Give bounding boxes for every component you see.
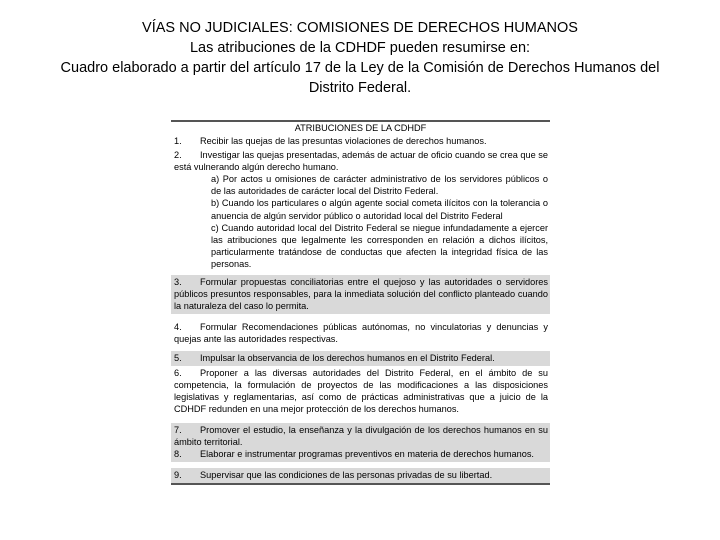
page-subtitle: Las atribuciones de la CDHDF pueden resumirse en: [189, 40, 531, 56]
item-text: Investigar las quejas presentadas, además de actuar de oficio cuando se crea que se está vulnerando algún derecho humano. [174, 150, 548, 173]
item-number: 6. [174, 367, 182, 378]
table-row [171, 149, 550, 272]
table-row [171, 275, 550, 314]
item-text: Promover el estudio, la enseñanza y la divulgación de los derechos humanos en su ámbito territorial. [174, 424, 548, 448]
attributions-table [171, 120, 550, 485]
item-text: Supervisar que las condiciones de las personas privadas de su libertad. [200, 470, 493, 481]
item-text: Recibir las quejas de las presuntas violaciones de derechos humanos. [200, 136, 487, 146]
item-number: 1. [174, 136, 182, 146]
source-note-line-2: Distrito Federal. [308, 80, 412, 96]
item-number: 4. [174, 322, 182, 333]
sub-item: b) Cuando los particulares o algún agente social cometa ilícitos con la tolerancia o anuencia de algún servidor público o autoridad local del Distrito Federal [211, 198, 548, 221]
table-heading: ATRIBUCIONES DE LA CDHDF [171, 120, 550, 134]
table-row [171, 351, 550, 366]
item-text: Formular propuestas conciliatorias entre el quejoso y las autoridades o servidores públicos presuntos responsables, para la inmediata solución del conflicto planteado cuando la naturaleza del caso lo permita. [174, 277, 548, 312]
item-number: 7. [174, 424, 182, 435]
table-row [171, 320, 550, 347]
item-text: Elaborar e instrumentar programas preventivos en materia de derechos humanos. [200, 449, 534, 460]
item-text: Impulsar la observancia de los derechos humanos en el Distrito Federal. [200, 352, 495, 363]
page-title: VÍAS NO JUDICIALES: COMISIONES DE DERECHOS HUMANOS [142, 20, 578, 36]
sub-item: a) Por actos u omisiones de carácter administrativo de los servidores públicos o de las autoridades de carácter local del Distrito Federal. [211, 174, 548, 197]
item-text: Formular Recomendaciones públicas autónomas, no vinculatorias y denuncias y quejas ante las autoridades respectivas. [174, 322, 548, 345]
table-row [171, 423, 550, 462]
item-text: Proponer a las diversas autoridades del Distrito Federal, en el ámbito de su competencia, la formulación de proyectos de las modificaciones a las disposiciones legislativas y reglamentarias, así como de prácticas administrativas que a juicio de la CDHDF redunden en una mejor protección de los derechos humanos. [174, 367, 548, 414]
sub-item: c) Cuando autoridad local del Distrito Federal se niegue infundadamente a ejercer las atribuciones que legalmente les corresponden en relación a dichos ilícitos, particularmente tratándose de conductas que afecten la integridad física de las personas. [211, 222, 548, 269]
item-number: 3. [174, 277, 182, 288]
table-row [171, 366, 550, 417]
item-number: 2. [174, 150, 182, 161]
item-number: 8. [174, 449, 182, 460]
source-note-line-1: Cuadro elaborado a partir del artículo 17 de la Ley de la Comisión de Derechos Humanos del [60, 60, 660, 76]
slide-header [0, 18, 720, 98]
table-row [171, 134, 550, 149]
item-number: 5. [174, 352, 182, 363]
item-number: 9. [174, 470, 182, 481]
table-row [171, 468, 550, 485]
